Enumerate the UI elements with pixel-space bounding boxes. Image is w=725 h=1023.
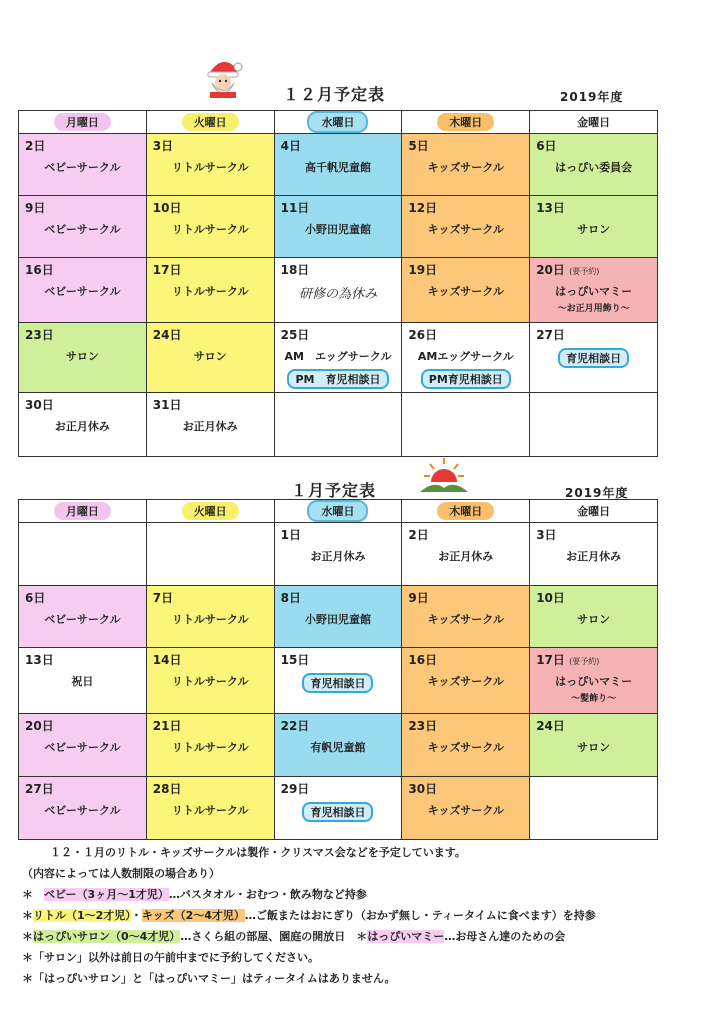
week-row: [19, 586, 658, 648]
weekday-label: 木曜日: [437, 502, 494, 520]
event-label: はっぴいマミー: [555, 285, 633, 298]
santa-icon: [200, 52, 246, 98]
weekday-header: [274, 500, 402, 523]
day-cell: [19, 648, 147, 714]
day-number: 31日: [152, 398, 182, 412]
day-number: 10日: [152, 201, 182, 215]
day-number: 27日: [25, 782, 54, 796]
event-label: リトルサークル: [171, 613, 249, 626]
event-label: [281, 673, 396, 693]
event-label: リトルサークル: [171, 161, 249, 174]
reservation-note: (要予約): [569, 657, 600, 666]
event-label: サロン: [65, 350, 99, 363]
weekday-header: [146, 111, 274, 134]
week-row: [19, 134, 658, 196]
day-number: 16日: [25, 263, 54, 277]
week-row: [19, 648, 658, 714]
jan-year: 2019年度: [565, 486, 629, 500]
day-cell: [274, 777, 402, 840]
day-number: 20日: [25, 719, 54, 733]
day-number: 14日: [152, 653, 182, 667]
weekday-label: 金曜日: [577, 505, 611, 518]
note-text: …ご飯またはおにぎり（おかず無し・ティータイムに食べます）を持参: [244, 909, 596, 922]
day-cell: [19, 134, 147, 196]
day-number: 2日: [25, 139, 46, 153]
day-number: 20日: [536, 263, 565, 277]
event-label: ベビーサークル: [44, 741, 121, 754]
note-prefix: ＊: [22, 888, 44, 901]
day-cell: [402, 258, 530, 323]
day-cell: [146, 393, 274, 457]
day-number: 3日: [536, 528, 557, 542]
event-label: キッズサークル: [427, 675, 504, 688]
day-number: 24日: [536, 719, 565, 733]
day-number: 17日: [152, 263, 182, 277]
event-label: ベビーサークル: [44, 223, 121, 236]
day-number: 17日: [536, 653, 565, 667]
day-cell: [402, 777, 530, 840]
weekday-label: 月曜日: [54, 502, 111, 520]
consultation-badge: PM 育児相談日: [287, 369, 388, 389]
note-text: ・: [130, 909, 142, 922]
event-label: はっぴい委員会: [555, 161, 633, 174]
day-cell: [402, 196, 530, 258]
day-number: 11日: [280, 201, 310, 215]
day-cell: [146, 648, 274, 714]
day-number: 27日: [536, 328, 565, 342]
event-label: ベビーサークル: [44, 285, 121, 298]
day-cell: [530, 648, 658, 714]
day-number: 13日: [25, 653, 54, 667]
day-number: 23日: [25, 328, 54, 342]
day-number: 21日: [152, 719, 182, 733]
day-number: 9日: [25, 201, 46, 215]
event-label: ベビーサークル: [44, 613, 121, 626]
week-row: [19, 714, 658, 777]
day-number: 23日: [408, 719, 438, 733]
event-label-pm: [408, 369, 523, 389]
weekday-header: [19, 500, 147, 523]
day-cell: [274, 196, 402, 258]
event-label: 有帆児童館: [310, 741, 366, 754]
day-number: 30日: [25, 398, 54, 412]
day-cell: [402, 586, 530, 648]
notes-section: [22, 842, 702, 989]
day-cell: [146, 777, 274, 840]
event-label: サロン: [577, 741, 611, 754]
event-label: ベビーサークル: [44, 161, 121, 174]
event-label: サロン: [193, 350, 227, 363]
dec-calendar: [18, 110, 658, 457]
note-line-2: （内容によっては人数制限の場合あり）: [22, 867, 220, 880]
day-cell: [530, 196, 658, 258]
day-cell: [19, 714, 147, 777]
day-number: 10日: [536, 591, 565, 605]
event-label: 小野田児童館: [304, 223, 371, 236]
day-cell: [402, 393, 530, 457]
day-cell: [530, 523, 658, 586]
note-salon-label: はっぴいサロン（0～4才児）: [33, 930, 181, 943]
event-label: リトルサークル: [171, 675, 249, 688]
event-label: キッズサークル: [427, 741, 504, 754]
weekday-header: [530, 500, 658, 523]
day-cell: [274, 258, 402, 323]
day-number: 28日: [152, 782, 182, 796]
note-baby-label: ベビー（3ヶ月～1才児）: [44, 888, 169, 901]
day-cell: [274, 134, 402, 196]
note-little-label: リトル（1～2才児）: [33, 909, 131, 922]
day-cell: [146, 134, 274, 196]
weekday-label: 水曜日: [307, 111, 368, 133]
note-line-6: ＊「サロン」以外は前日の午前中までに予約してください。: [22, 951, 319, 964]
note-line-1: １２・１月のリトル・キッズサークルは製作・クリスマス会などを予定しています。: [50, 846, 466, 859]
weekday-label: 水曜日: [307, 500, 368, 522]
day-number: 4日: [280, 139, 301, 153]
day-number: 25日: [280, 328, 310, 342]
event-subnote: ～髪飾り～: [571, 694, 617, 704]
day-number: 9日: [408, 591, 429, 605]
week-row: [19, 196, 658, 258]
event-label: お正月休み: [438, 550, 494, 563]
day-cell: [402, 648, 530, 714]
day-number: 3日: [152, 139, 174, 153]
consultation-badge: 育児相談日: [302, 673, 373, 693]
day-cell: [402, 134, 530, 196]
note-line-3: [22, 884, 702, 905]
day-cell: [274, 586, 402, 648]
event-label: サロン: [577, 613, 611, 626]
day-cell: [274, 714, 402, 777]
event-label: お正月休み: [566, 550, 622, 563]
day-number: 12日: [408, 201, 438, 215]
event-subnote: ～お正月用飾り～: [557, 304, 630, 314]
weekday-label: 月曜日: [54, 113, 111, 131]
day-number: 30日: [408, 782, 438, 796]
day-cell: [530, 393, 658, 457]
consultation-badge: 育児相談日: [302, 802, 373, 822]
day-cell: [146, 586, 274, 648]
dec-title: １２月予定表: [283, 85, 386, 104]
day-cell: [530, 586, 658, 648]
day-cell: [146, 523, 274, 586]
day-cell: [402, 323, 530, 393]
reservation-note: (要予約): [569, 267, 600, 276]
day-number: 13日: [536, 201, 565, 215]
note-line-4: [22, 905, 702, 926]
event-label: [281, 802, 396, 822]
weekday-label: 金曜日: [577, 116, 611, 129]
event-label: リトルサークル: [171, 223, 249, 236]
day-number: 6日: [536, 139, 557, 153]
day-number: 7日: [152, 591, 174, 605]
event-label: 祝日: [71, 675, 94, 688]
day-number: 15日: [280, 653, 310, 667]
event-label: リトルサークル: [171, 741, 249, 754]
weekday-header: [402, 500, 530, 523]
event-label: キッズサークル: [427, 161, 504, 174]
week-row: [19, 258, 658, 323]
day-cell: [402, 523, 530, 586]
event-label: サロン: [577, 223, 611, 236]
event-label: [536, 348, 651, 368]
day-cell: [19, 777, 147, 840]
event-label-pm: [281, 369, 396, 389]
dec-year: 2019年度: [560, 90, 624, 104]
note-text: …お母さん達のための会: [444, 930, 566, 943]
note-text: …さくら組の部屋、園庭の開放日 ＊: [180, 930, 368, 943]
day-number: 29日: [280, 782, 310, 796]
weekday-label: 木曜日: [437, 113, 494, 131]
jan-calendar: [18, 499, 658, 840]
consultation-badge: 育児相談日: [558, 348, 629, 368]
day-number: 16日: [408, 653, 438, 667]
week-row: [19, 323, 658, 393]
note-kids-label: キッズ（2～4才児）: [141, 909, 245, 922]
event-label: はっぴいマミー: [555, 675, 633, 688]
day-cell: [19, 523, 147, 586]
day-cell: [19, 258, 147, 323]
day-cell: [530, 258, 658, 323]
jan-title: １月予定表: [291, 481, 377, 500]
event-label: AM エッグサークル: [284, 350, 392, 363]
day-number: 19日: [408, 263, 438, 277]
day-number: 1日: [280, 528, 301, 542]
day-number: 22日: [280, 719, 310, 733]
event-label: お正月休み: [54, 420, 110, 433]
day-cell: [402, 714, 530, 777]
event-label: リトルサークル: [171, 285, 249, 298]
weekday-header: [146, 500, 274, 523]
event-label: お正月休み: [182, 420, 238, 433]
event-label: キッズサークル: [427, 223, 504, 236]
weekday-header: [402, 111, 530, 134]
day-cell: [146, 714, 274, 777]
weekday-header: [530, 111, 658, 134]
day-cell: [530, 714, 658, 777]
day-cell: [530, 134, 658, 196]
day-cell: [146, 196, 274, 258]
day-number: 2日: [408, 528, 429, 542]
weekday-label: 火曜日: [182, 113, 239, 131]
note-text: …バスタオル・おむつ・飲み物など持参: [168, 888, 367, 901]
event-label: 研修の為休み: [298, 287, 377, 302]
day-cell: [530, 323, 658, 393]
note-line-7: ＊「はっぴいサロン」と「はっぴいマミー」はティータイムはありません。: [22, 972, 396, 985]
day-number: 8日: [280, 591, 301, 605]
day-number: 6日: [25, 591, 46, 605]
day-cell: [19, 196, 147, 258]
consultation-badge: PM育児相談日: [421, 369, 511, 389]
event-label: ベビーサークル: [44, 804, 121, 817]
event-label: キッズサークル: [427, 285, 504, 298]
day-cell: [274, 323, 402, 393]
day-number: 26日: [408, 328, 438, 342]
day-number: 24日: [152, 328, 182, 342]
day-cell: [19, 586, 147, 648]
weekday-header: [19, 111, 147, 134]
day-cell: [274, 393, 402, 457]
day-number: 18日: [280, 263, 310, 277]
note-prefix: ＊: [22, 909, 33, 922]
note-line-5: [22, 926, 702, 947]
weekday-header: [274, 111, 402, 134]
week-row: [19, 393, 658, 457]
weekday-label: 火曜日: [182, 502, 239, 520]
week-row: [19, 523, 658, 586]
event-label: リトルサークル: [171, 804, 249, 817]
day-cell: [274, 648, 402, 714]
day-cell: [530, 777, 658, 840]
day-cell: [19, 323, 147, 393]
day-number: 5日: [408, 139, 429, 153]
note-mammy-label: はっぴいマミー: [367, 930, 445, 943]
event-label: 高千帆児童館: [304, 161, 371, 174]
event-label: キッズサークル: [427, 613, 504, 626]
event-label: お正月休み: [310, 550, 366, 563]
event-label: AMエッグサークル: [417, 350, 514, 363]
sunrise-icon: [420, 456, 468, 496]
day-cell: [19, 393, 147, 457]
day-cell: [146, 258, 274, 323]
note-prefix: ＊: [22, 930, 33, 943]
event-label: キッズサークル: [427, 804, 504, 817]
week-row: [19, 777, 658, 840]
day-cell: [146, 323, 274, 393]
event-label: 小野田児童館: [304, 613, 371, 626]
day-cell: [274, 523, 402, 586]
